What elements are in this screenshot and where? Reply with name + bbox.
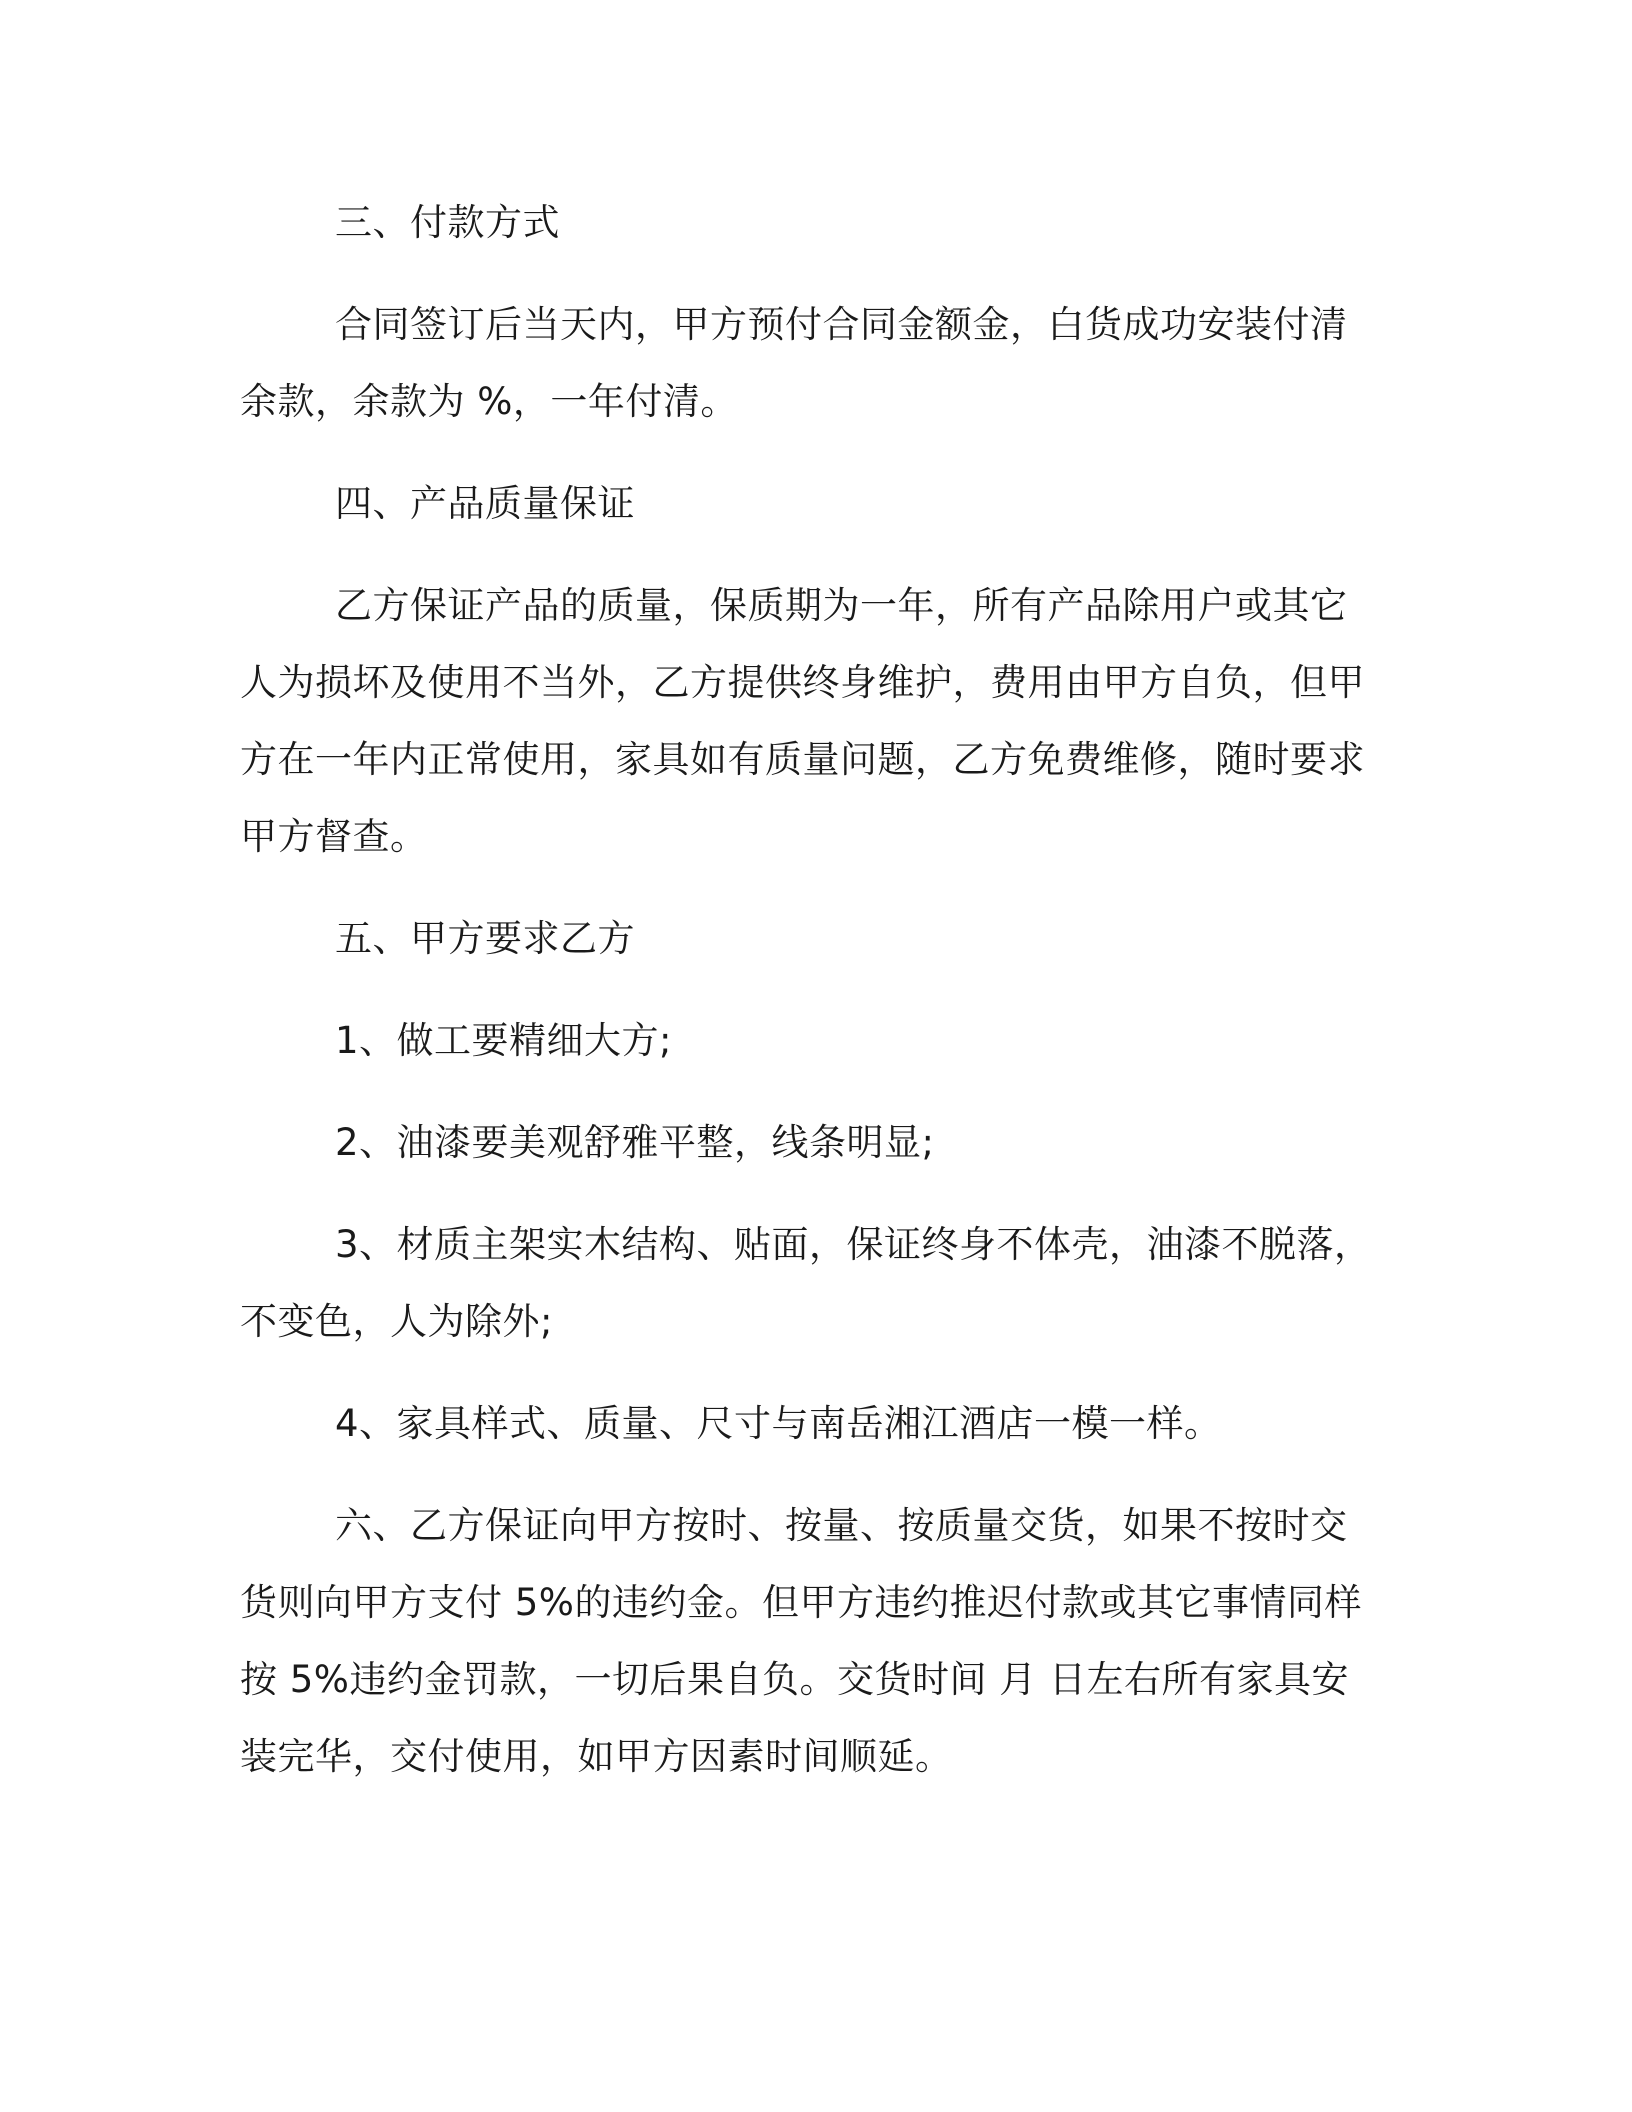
list-item-requirement-3: 3、材质主架实木结构、贴面，保证终身不体壳，油漆不脱落，不变色，人为除外;	[240, 1223, 1372, 1343]
paragraph-delivery-terms: 六、乙方保证向甲方按时、按量、按质量交货，如果不按时交货则向甲方支付 5%的违约金。但甲方违约推迟付款或其它事情同样按 5%违约金罚款，一切后果自负。交货时间 月 日左右所有家具安装完华，交付使用，如甲方因素时间顺延。	[240, 1504, 1362, 1778]
list-item-requirement-1: 1、做工要精细大方;	[335, 1019, 673, 1062]
paragraph-quality-guarantee: 乙方保证产品的质量，保质期为一年，所有产品除用户或其它人为损坏及使用不当外，乙方提供终身维护，费用由甲方自负，但甲方在一年内正常使用，家具如有质量问题，乙方免费维修，随时要求甲方督查。	[240, 584, 1365, 858]
paragraph-payment-terms: 合同签订后当天内，甲方预付合同金额金，白货成功安装付清余款，余款为 %，一年付清。	[240, 303, 1348, 423]
section-heading-requirements: 五、甲方要求乙方	[335, 917, 635, 960]
section-heading-quality: 四、产品质量保证	[335, 482, 635, 525]
list-item-requirement-4: 4、家具样式、质量、尺寸与南岳湘江酒店一模一样。	[335, 1402, 1222, 1445]
list-item-requirement-2: 2、油漆要美观舒雅平整，线条明显;	[335, 1121, 935, 1164]
section-heading-payment: 三、付款方式	[335, 201, 560, 244]
document-body	[240, 184, 1372, 1795]
